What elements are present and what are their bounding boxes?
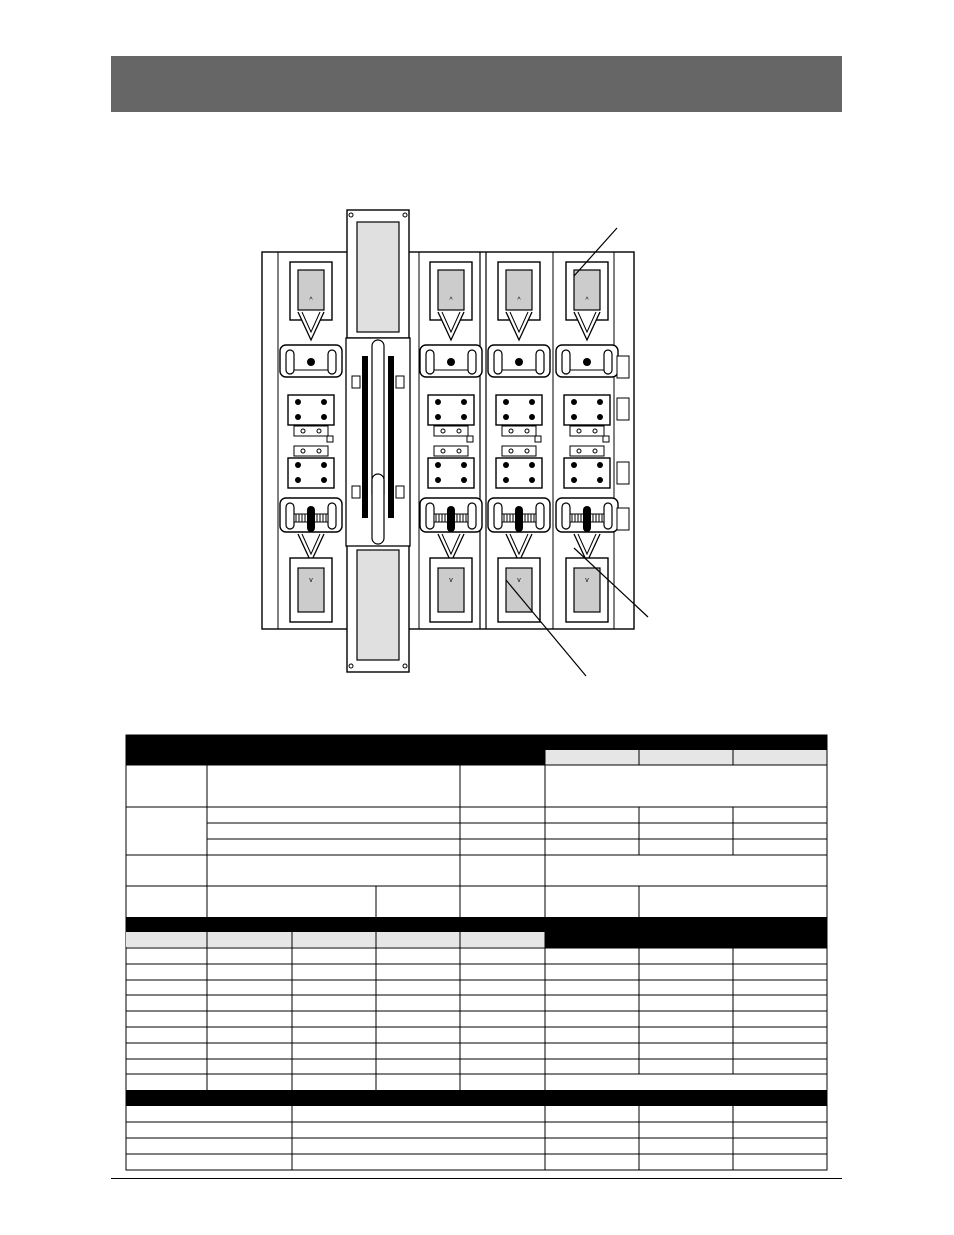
section-header-bar	[111, 56, 842, 112]
switch-assembly-drawing: ^ v	[240, 200, 680, 690]
footer-divider	[111, 1178, 842, 1179]
specification-table	[126, 735, 827, 1170]
